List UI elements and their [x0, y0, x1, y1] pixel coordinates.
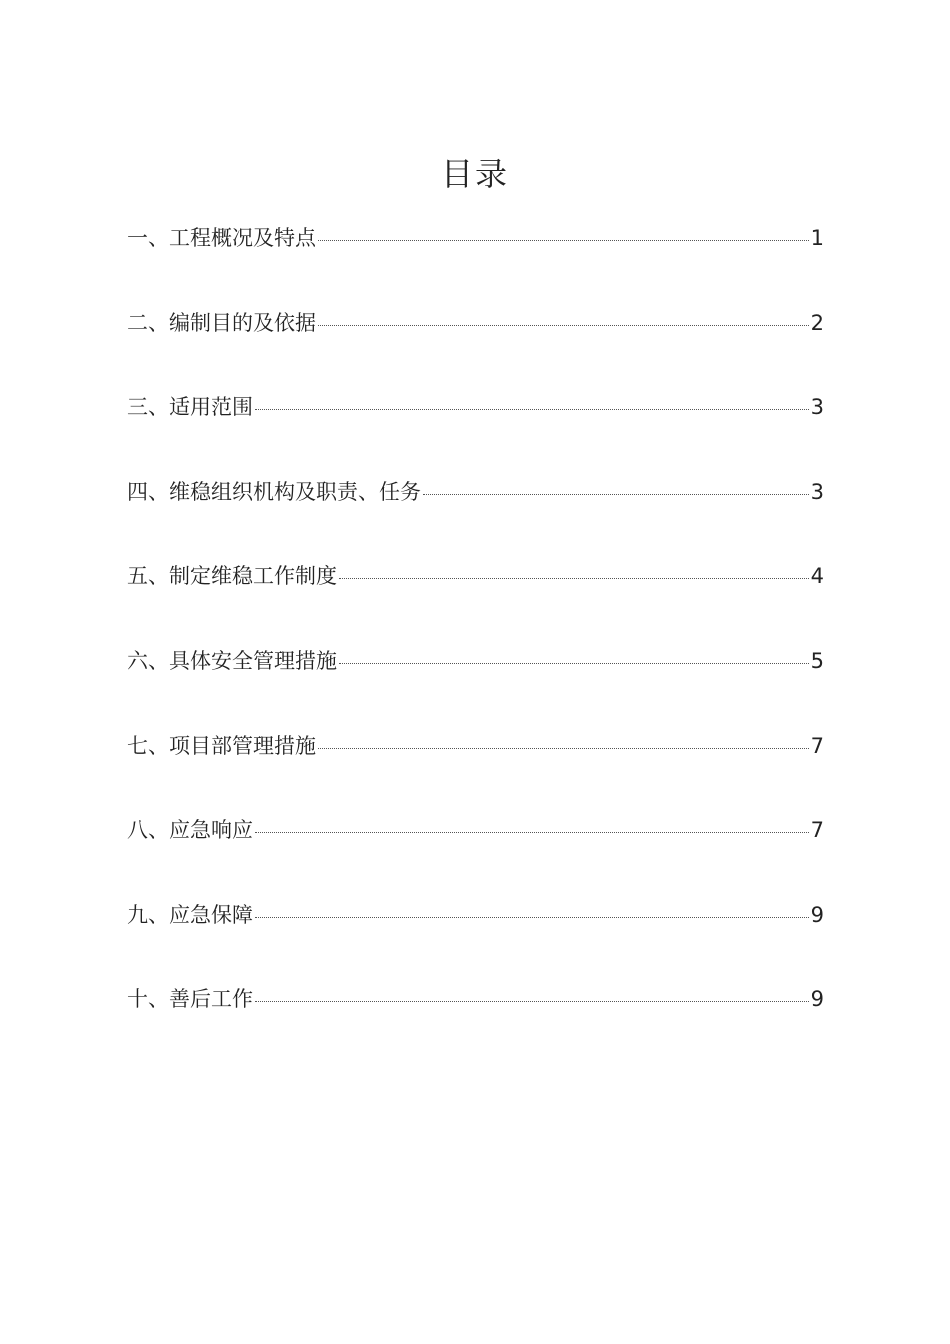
toc-title: 目录 — [440, 155, 509, 194]
toc-dot-leader — [318, 239, 809, 241]
toc-entry-text: 应急响应 — [169, 818, 253, 843]
toc-dot-leader — [318, 747, 809, 749]
toc-entry-number: 二、 — [127, 310, 169, 335]
toc-entry-number: 十、 — [127, 987, 169, 1012]
toc-entry[interactable] — [127, 218, 824, 258]
toc-entry-number: 七、 — [127, 733, 169, 758]
toc-entry-text: 编制目的及依据 — [169, 310, 316, 335]
toc-entry-page: 4 — [810, 564, 824, 589]
toc-entry-number: 三、 — [127, 395, 169, 420]
toc-dot-leader — [339, 662, 809, 664]
toc-entry[interactable] — [127, 641, 824, 681]
toc-entry-number: 五、 — [127, 564, 169, 589]
toc-entry-number: 八、 — [127, 818, 169, 843]
toc-entry-text: 善后工作 — [169, 987, 253, 1012]
toc-entry-page: 7 — [810, 733, 824, 758]
toc-entry-page: 9 — [810, 902, 824, 927]
toc-entry[interactable] — [127, 472, 824, 512]
toc-entry[interactable] — [127, 895, 824, 935]
toc-entry[interactable] — [127, 387, 824, 427]
toc-entry-text: 适用范围 — [169, 395, 253, 420]
toc-dot-leader — [339, 577, 809, 579]
toc-entry-number: 四、 — [127, 479, 169, 504]
toc-entry-text: 具体安全管理措施 — [169, 648, 337, 673]
toc-dot-leader — [318, 324, 809, 326]
toc-entry-page: 9 — [810, 987, 824, 1012]
toc-entry-text: 工程概况及特点 — [169, 226, 316, 250]
toc-entry-page: 1 — [810, 226, 824, 250]
toc-dot-leader — [255, 831, 809, 833]
toc-entry[interactable] — [127, 979, 824, 1019]
toc-entry[interactable] — [127, 810, 824, 850]
toc-list — [127, 218, 824, 1064]
toc-entry-page: 7 — [810, 818, 824, 843]
toc-entry-text: 制定维稳工作制度 — [169, 564, 337, 589]
toc-entry-page: 5 — [810, 648, 824, 673]
toc-entry-text: 维稳组织机构及职责、任务 — [169, 479, 421, 504]
toc-entry-text: 应急保障 — [169, 902, 253, 927]
toc-entry[interactable] — [127, 303, 824, 343]
toc-dot-leader — [255, 408, 809, 410]
toc-dot-leader — [255, 916, 809, 918]
toc-dot-leader — [255, 1000, 809, 1002]
toc-dot-leader — [423, 493, 809, 495]
toc-entry-page: 2 — [810, 310, 824, 335]
toc-entry-page: 3 — [810, 479, 824, 504]
toc-entry-number: 九、 — [127, 902, 169, 927]
toc-entry[interactable] — [127, 726, 824, 766]
toc-entry-number: 一、 — [127, 226, 169, 250]
toc-entry-text: 项目部管理措施 — [169, 733, 316, 758]
toc-entry-page: 3 — [810, 395, 824, 420]
toc-entry-number: 六、 — [127, 648, 169, 673]
toc-entry[interactable] — [127, 556, 824, 596]
